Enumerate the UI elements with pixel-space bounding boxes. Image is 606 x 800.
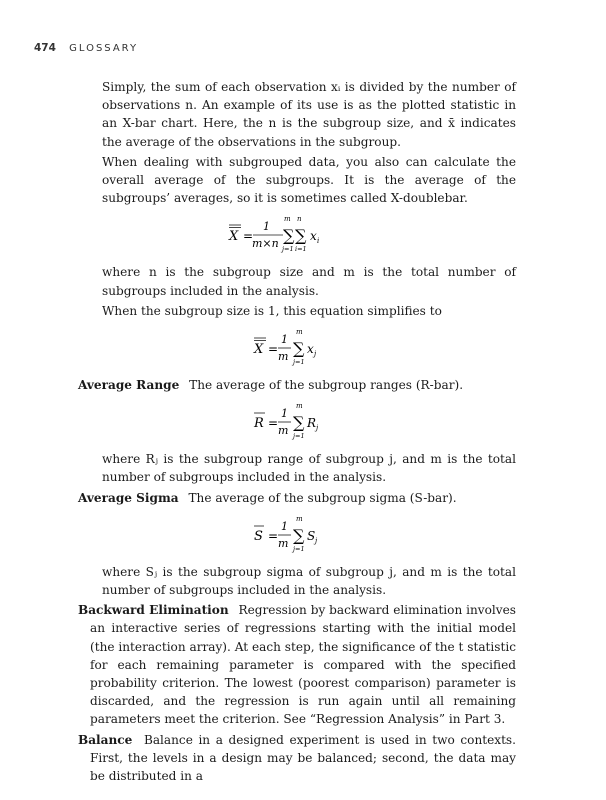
formula-r-sub: j — [316, 424, 319, 433]
formula-x-doublebar — [90, 211, 516, 257]
paragraph-where-rj: where Rⱼ is the subgroup range of subgroup j, and m is the total number of subgroups included in the analysis. — [102, 452, 516, 485]
formula-s-lhs: S — [254, 528, 263, 544]
formula-x-doublebar-svg — [223, 211, 383, 257]
sigma-icon: ∑ — [293, 413, 305, 433]
formula-r-bar-svg — [248, 398, 358, 444]
sigma-icon: ∑ — [293, 525, 305, 545]
def-balance: Balance in a designed experiment is used in two contexts. First, the levels in a design may be balanced; second, the data may be distributed in a — [90, 732, 516, 784]
sigma-icon: ∑ — [283, 226, 295, 246]
formula2-den: m — [278, 350, 289, 364]
formula-r-lhs: R — [254, 416, 264, 432]
sigma-icon: ∑ — [295, 226, 307, 246]
formula1-sub: i — [317, 237, 320, 246]
formula1-var: x — [310, 229, 317, 244]
page-number: 474 — [34, 42, 56, 54]
formula1-sum2-bot: i=1 — [295, 245, 307, 254]
formula-s-sum-top: m — [296, 514, 303, 523]
formula-s-bar-svg — [248, 511, 358, 557]
formula-r-den: m — [278, 424, 289, 438]
formula-s-eq: = — [268, 528, 279, 543]
formula2-num: 1 — [281, 333, 288, 347]
term-balance: Balance — [78, 732, 133, 747]
def-average-sigma: The average of the subgroup sigma (S-bar). — [188, 490, 457, 505]
formula1-sum1-bot: j=1 — [282, 245, 294, 254]
formula1-lhs: X — [229, 229, 239, 245]
term-average-sigma: Average Sigma — [78, 490, 179, 505]
formula1-num: 1 — [263, 220, 270, 234]
paragraph-size-one: When the subgroup size is 1, this equation simplifies to — [102, 303, 442, 318]
formula-x-doublebar-simple-svg — [248, 324, 358, 370]
paragraph-where-n: where n is the subgroup size and m is the total number of subgroups included in the analysis. — [102, 265, 516, 298]
term-average-range: Average Range — [78, 378, 180, 393]
formula2-sum-bot: j=1 — [293, 358, 305, 367]
formula-r-sum-top: m — [296, 402, 303, 411]
glossary-entry-balance — [78, 731, 516, 786]
running-header — [34, 42, 138, 54]
formula2-lhs: X — [254, 342, 264, 358]
formula-r-var: R — [307, 416, 317, 431]
glossary-entry-average-range — [78, 376, 516, 394]
paragraph-where-sj: where Sⱼ is the subgroup sigma of subgroup j, and m is the total number of subgroups included in the analysis. — [102, 564, 516, 598]
section-title: GLOSSARY — [69, 43, 139, 54]
formula-r-eq: = — [268, 416, 279, 431]
formula-s-den: m — [278, 536, 289, 550]
formula-s-sub: j — [315, 536, 318, 545]
formula-r-sum-bot: j=1 — [293, 432, 305, 441]
formula1-sum1-top: m — [284, 215, 291, 224]
formula-x-doublebar-simple — [90, 324, 516, 370]
formula-s-bar — [90, 511, 516, 557]
formula1-eq: = — [243, 229, 254, 244]
formula-r-bar — [90, 398, 516, 444]
formula-s-num: 1 — [281, 519, 288, 533]
def-average-range: The average of the subgroup ranges (R-bar). — [189, 378, 464, 393]
formula-s-sum-bot: j=1 — [293, 544, 305, 553]
glossary-entry-average-sigma — [78, 489, 516, 507]
formula2-eq: = — [268, 342, 279, 357]
formula1-sum2-top: n — [297, 215, 302, 224]
page-body — [78, 78, 516, 787]
glossary-entry-backward-elimination — [78, 601, 516, 728]
sigma-icon: ∑ — [293, 339, 305, 359]
formula2-var: x — [307, 342, 314, 357]
term-backward-elimination: Backward Elimination — [78, 603, 229, 618]
formula2-sub: j — [314, 350, 317, 359]
def-backward-elimination: Regression by backward elimination involves an interactive series of regressions starting with the initial model (the interaction array). At each step, the significance of the t statistic for each remaining parameter is compared with the specified probability criterion. The lowest (poorest comparison) parameter is discarded, and the regression is run again until all remaining parameters meet the criterion. See “Regression Analysis” in Part 3. — [90, 603, 516, 727]
formula-r-num: 1 — [281, 407, 288, 421]
formula2-sum-top: m — [296, 328, 303, 337]
formula-s-var: S — [307, 528, 316, 543]
formula1-den: m×n — [252, 237, 279, 251]
paragraph-subgrouped: When dealing with subgrouped data, you also can calculate the overall average of the subgroups. It is the average of the subgroups’ averages, so it is sometimes called X-doublebar. — [102, 154, 516, 206]
paragraph-simply: Simply, the sum of each observation xᵢ is divided by the number of observations n. An example of its use is as the plotted statistic in an X-bar chart. Here, the n is the subgroup size, and x̄ indicates the average of the observations in the subgroup. — [102, 80, 516, 149]
